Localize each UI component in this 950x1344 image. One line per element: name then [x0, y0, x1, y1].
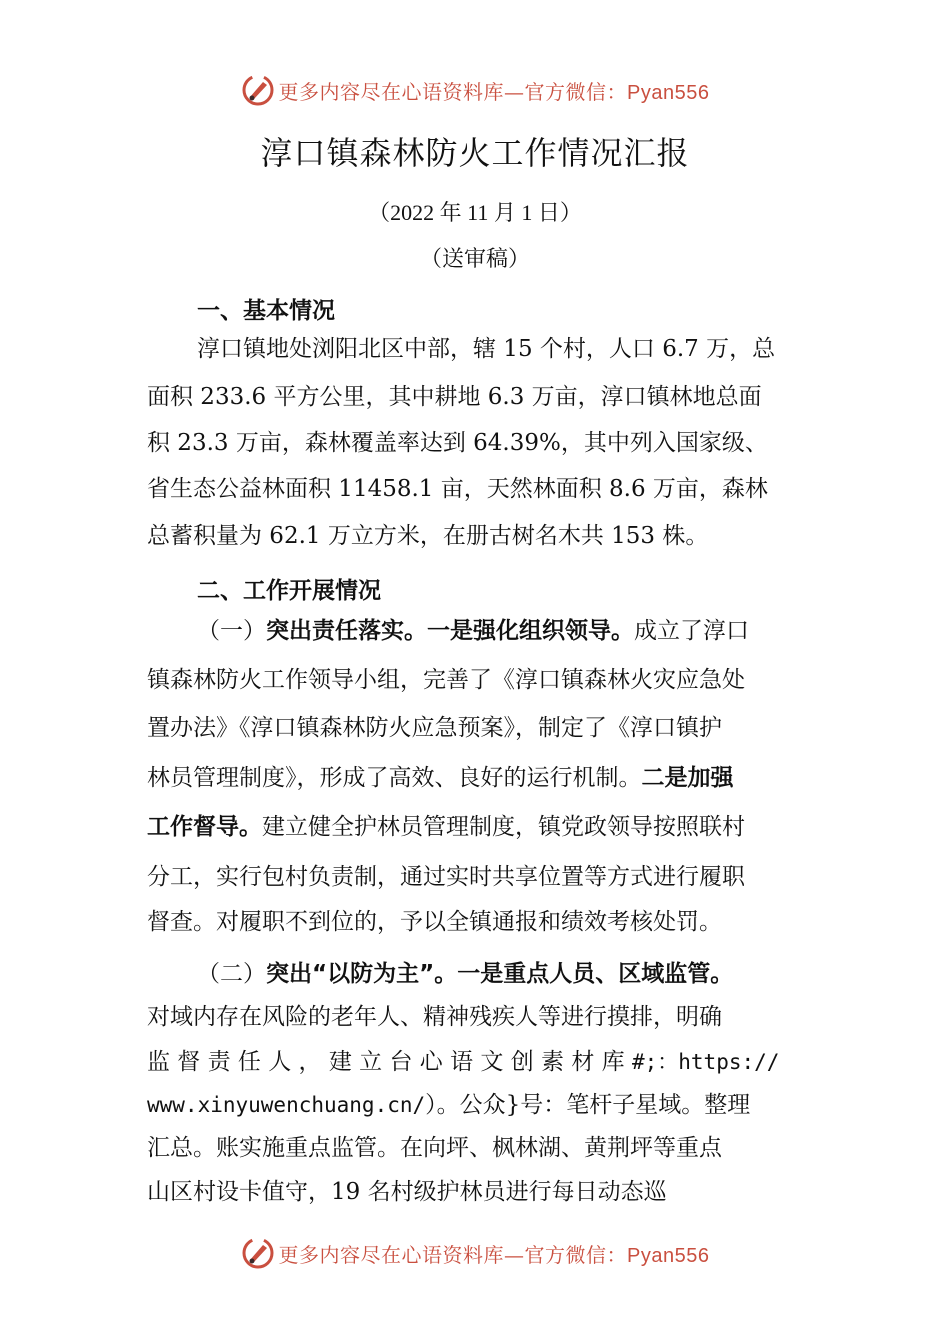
document-date: （2022 年 11 月 1 日） — [368, 200, 582, 225]
document-title: 淳口镇森林防火工作情况汇报 — [260, 134, 690, 172]
paragraph-line: 省生态公益林面积 11458.1 亩，天然林面积 8.6 万亩，森林 — [147, 476, 768, 502]
paragraph-line: 总蓄积量为 62.1 万立方米，在册古树名木共 153 株。 — [147, 523, 709, 549]
paragraph-line: （二）突出“以防为主”。一是重点人员、区域监管。 — [197, 961, 734, 987]
paragraph-line: 分工，实行包村负责制，通过实时共享位置等方式进行履职 — [147, 864, 745, 890]
section-heading-basic: 一、基本情况 — [197, 298, 335, 324]
paragraph-line: 淳口镇地处浏阳北区中部，辖 15 个村，人口 6.7 万，总 — [197, 336, 776, 362]
paragraph-line: 对域内存在风险的老年人、精神残疾人等进行摸排，明确 — [147, 1004, 722, 1030]
paragraph-line: 汇总。账实施重点监管。在向坪、枫林湖、黄荆坪等重点 — [147, 1135, 722, 1161]
paragraph-line: 面积 233.6 平方公里，其中耕地 6.3 万亩，淳口镇林地总面 — [147, 384, 762, 410]
paragraph-line: 镇森林防火工作领导小组，完善了《淳口镇森林火灾应急处 — [147, 667, 745, 693]
paragraph-line: 督查。对履职不到位的，予以全镇通报和绩效考核处罚。 — [147, 909, 722, 935]
watermark-footer — [0, 1236, 950, 1275]
paragraph-line: 积 23.3 万亩，森林覆盖率达到 64.39%，其中列入国家级、 — [147, 430, 768, 456]
watermark-text: 更多内容尽在心语资料库—官方微信：Pyan556 — [278, 1242, 710, 1267]
paragraph-line: 监 督 责 任 人 ， 建 立 台 心 语 文 创 素 材 库 #;：https:// — [147, 1049, 780, 1075]
paragraph-line: 山区村设卡值守，19 名村级护林员进行每日动态巡 — [147, 1179, 667, 1205]
paragraph-line: 置办法》《淳口镇森林防火应急预案》，制定了《淳口镇护 — [147, 715, 722, 741]
watermark-header — [0, 73, 950, 112]
paragraph-line: www.xinyuwenchuang.cn/）。公众}号：笔杆子星域。整理 — [147, 1092, 751, 1118]
brush-logo-icon — [241, 1236, 275, 1270]
watermark-text: 更多内容尽在心语资料库—官方微信：Pyan556 — [278, 79, 710, 104]
paragraph-line: 工作督导。建立健全护林员管理制度，镇党政领导按照联村 — [147, 814, 745, 840]
draft-note: （送审稿） — [419, 247, 530, 272]
paragraph-line: 林员管理制度》，形成了高效、良好的运行机制。二是加强 — [147, 765, 734, 791]
paragraph-line: （一）突出责任落实。一是强化组织领导。成立了淳口 — [197, 618, 749, 644]
section-heading-work: 二、工作开展情况 — [197, 578, 381, 604]
brush-logo-icon — [241, 73, 275, 107]
